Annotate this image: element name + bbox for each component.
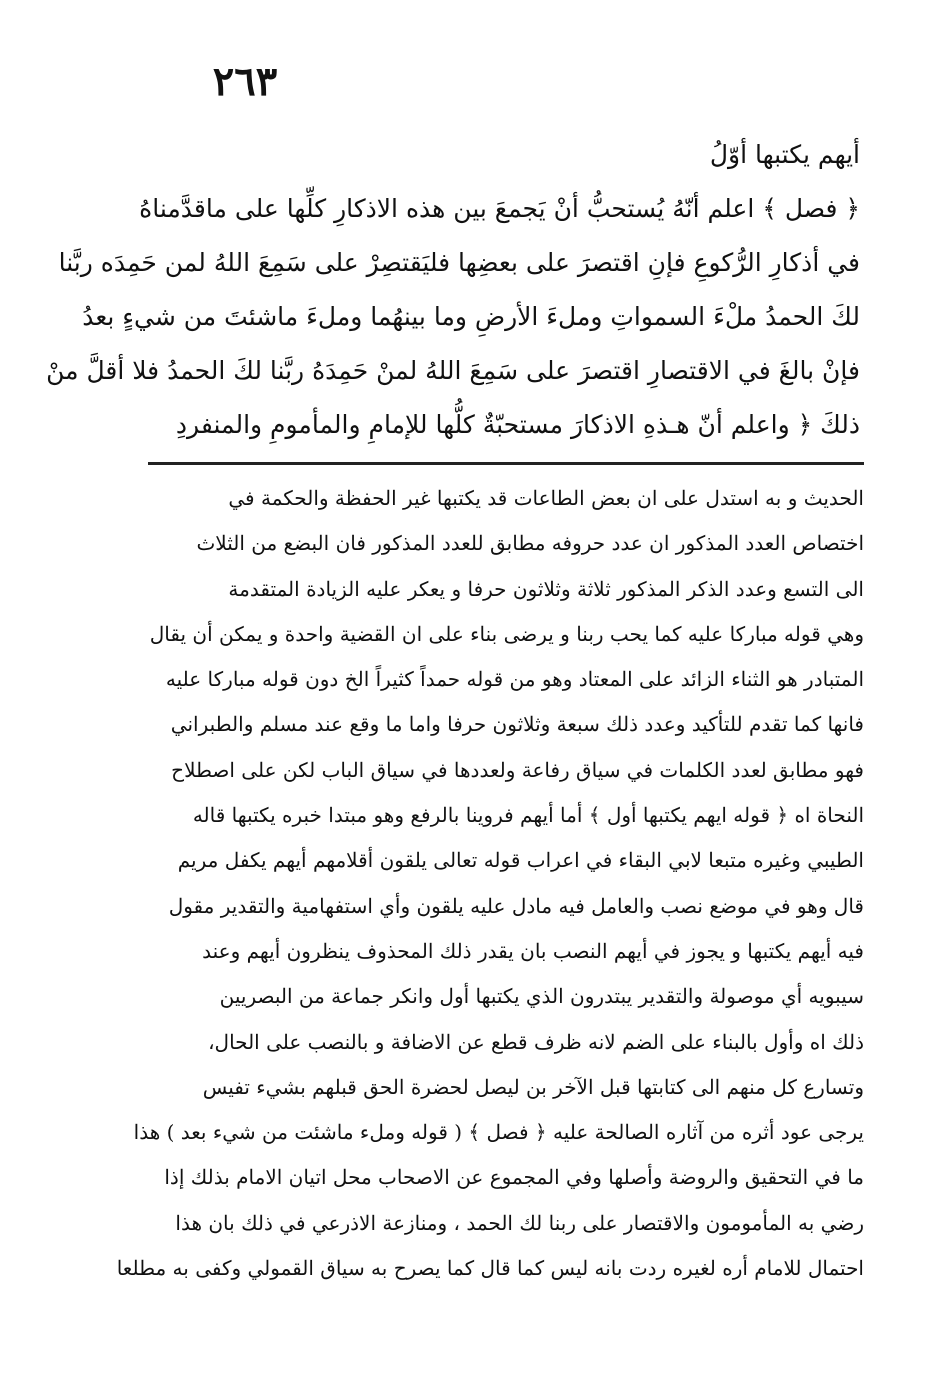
commentary-line: المتبادر هو الثناء الزائد على المعتاد وهو من قوله حمداً كثيراً الخ دون قوله مباركا عليه — [165, 667, 864, 692]
commentary-line: فانها كما تقدم للتأكيد وعدد ذلك سبعة وثلاثون حرفا واما ما وقع عند مسلم والطبراني — [170, 712, 864, 737]
page-number: ٢٦٣ — [212, 58, 278, 105]
main-text-line: في أذكارِ الرُّكوعِ فإنِ اقتصرَ على بعضِها فليَقتصِرْ على سَمِعَ اللهُ لمن حَمِدَه ربَّنا — [58, 248, 860, 277]
main-text-line: أيهم يكتبها أوّلُ — [709, 140, 860, 169]
commentary-line: اختصاص العدد المذكور ان عدد حروفه مطابق للعدد المذكور فان البضع من الثلاث — [196, 531, 864, 556]
main-text-line: لكَ الحمدُ ملْءَ السمواتِ وملءَ الأرضِ وما بينهُما وملءَ ماشئتَ من شيءٍ بعدُ — [82, 302, 860, 331]
commentary-line: ما في التحقيق والروضة وأصلها وفي المجموع عن الاصحاب محل اتيان الامام بذلك إذا — [164, 1165, 864, 1190]
commentary-line: فيه أيهم يكتبها و يجوز في أيهم النصب بان يقدر ذلك المحذوف ينظرون أيهم وعند — [202, 938, 864, 963]
main-text-block — [46, 128, 860, 452]
commentary-line: فهو مطابق لعدد الكلمات في سياق رفاعة ولعددها في سياق الباب لكن على اصطلاح — [171, 757, 864, 782]
commentary-line: رضي به المأمومون والاقتصار على ربنا لك الحمد ، ومنازعة الاذرعي في ذلك بان هذا — [175, 1210, 864, 1235]
main-text-line: فإنْ بالغَ في الاقتصارِ اقتصرَ على سَمِعَ اللهُ لمنْ حَمِدَهُ ربَّنا لكَ الحمدُ فلا أقلَّ منْ — [46, 356, 860, 385]
commentary-line: الى التسع وعدد الذكر المذكور ثلاثة وثلاثون حرفا و يعكر عليه الزيادة المتقدمة — [228, 576, 864, 601]
commentary-line: سيبويه أي موصولة والتقدير يبتدرون الذي يكتبها أول وانكر جماعة من البصريين — [219, 984, 864, 1009]
commentary-block — [116, 476, 864, 1291]
commentary-line: احتمال للامام أره لغيره ردت بانه ليس كما قال كما يصرح به سياق القمولي وكفى به مطلعا — [116, 1256, 864, 1281]
commentary-line: يرجى عود أثره من آثاره الصالحة عليه ﴿ فصل ﴾ ( قوله وملء ماشئت من شيء بعد ) هذا — [133, 1120, 864, 1145]
commentary-line: وهي قوله مباركا عليه كما يحب ربنا و يرضى بناء على ان القضية واحدة و يمكن أن يقال — [149, 621, 864, 646]
commentary-line: الحديث و به استدل على ان بعض الطاعات قد يكتبها غير الحفظة والحكمة في — [228, 486, 864, 510]
commentary-line: الطيبي وغيره متبعا لابي البقاء في اعراب قوله تعالى يلقون أقلامهم أيهم يكفل مريم — [177, 848, 864, 873]
main-text-line: ﴿ فصل ﴾ اعلم أنّهُ يُستحبُّ أنْ يَجمعَ بين هذه الاذكارِ كلِّها على ماقدَّمناهُ — [139, 194, 860, 223]
commentary-line: ذلك اه وأول بالبناء على الضم لانه ظرف قطع عن الاضافة و بالنصب على الحال، — [208, 1029, 864, 1054]
commentary-line: قال وهو في موضع نصب والعامل فيه مادل عليه يلقون وأي استفهامية والتقدير مقول — [168, 893, 864, 918]
commentary-line: وتسارع كل منهم الى كتابتها قبل الآخر بن ليصل لحضرة الحق قبلهم بشيء تفيس — [202, 1074, 864, 1099]
commentary-line: النحاة اه ﴿ قوله ايهم يكتبها أول ﴾ أما أيهم فروينا بالرفع وهو مبتدا خبره يكتبها قاله — [192, 803, 864, 828]
separator-rule — [148, 462, 864, 465]
main-text-line: ذلكَ ﴿ واعلم أنّ هـذهِ الاذكارَ مستحبّةٌ كلُّها للإمامِ والمأمومِ والمنفردِ — [175, 410, 860, 439]
